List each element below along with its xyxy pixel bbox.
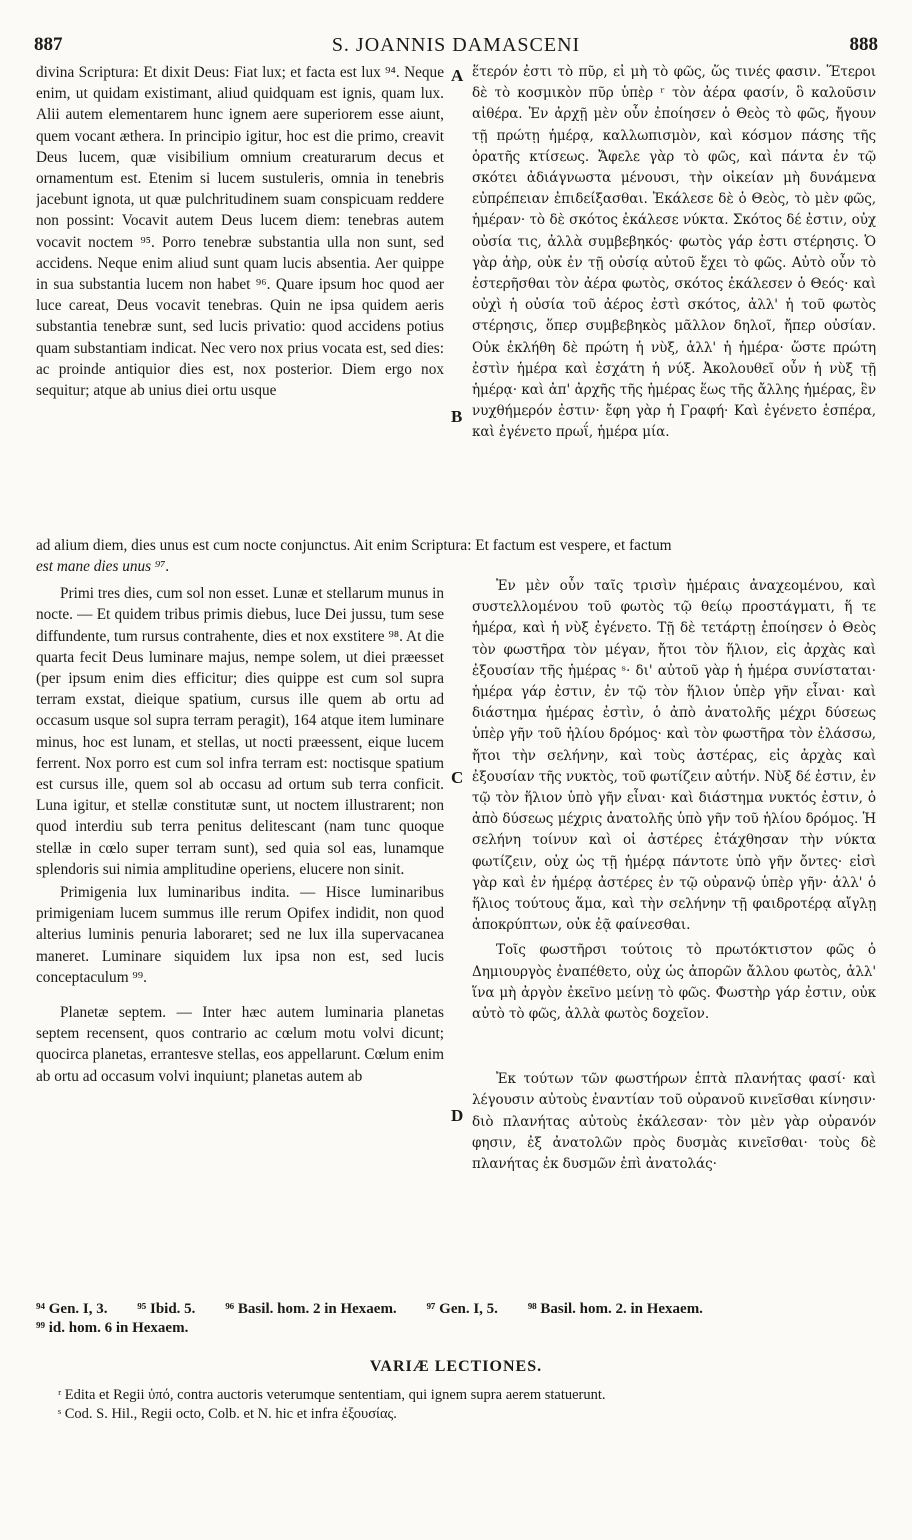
greek-column-top	[472, 62, 876, 532]
variant-reading-r: ʳ Edita et Regii ὑπό, contra auctoris veterumque sententiam, qui ignem supra aerem statuerunt.	[58, 1387, 606, 1403]
right-page-number: 888	[849, 34, 878, 55]
variae-lectiones-heading: VARIÆ LECTIONES.	[369, 1358, 543, 1375]
footnote-96: ⁹⁶ Basil. hom. 2 in Hexaem.	[225, 1301, 397, 1317]
greek-column-bottom	[472, 576, 876, 1286]
running-title: S. JOANNIS DAMASCENI	[331, 34, 581, 56]
page-header	[34, 34, 878, 58]
variae-lectiones	[58, 1386, 878, 1424]
latin-paragraph-3: Primigenia lux luminaribus indita. — Hisce luminaribus primigeniam lucem summus ille rerum Opifex indidit, non quod alterius luminis penuria laboraret; sed ne lux illa supervacanea maneret. Luminare siquidem lux ipsa non est, sed lucis conceptaculum ⁹⁹.	[36, 884, 444, 986]
greek-paragraph-4: Ἐκ τούτων τῶν φωστήρων ἑπτὰ πλανήτας φασί· καὶ λέγουσιν αὐτοὺς ἐναντίαν τοῦ οὐρανοῦ κινεῖσθαι κίνησιν· διὸ πλανήτας αὐτοὺς ἐκάλεσαν· τὸν μὲν γὰρ οὐρανόν φησιν, ἐξ ἀνατολῶν πρὸς δυσμὰς κινεῖσθαι· τοὺς δὲ πλανήτας ἐκ δυσμῶν ἐπὶ ἀνατολάς·	[472, 1071, 876, 1173]
spanning-line: ad alium diem, dies unus est cum nocte conjunctus. Ait enim Scriptura: Et factum est vespere, et factum	[36, 537, 672, 554]
footnote-95: ⁹⁵ Ibid. 5.	[137, 1301, 196, 1317]
left-page-number: 887	[34, 34, 63, 55]
column-marker-d: D	[451, 1106, 464, 1125]
footnotes	[36, 1300, 886, 1338]
footnote-99: ⁹⁹ id. hom. 6 in Hexaem.	[36, 1320, 189, 1336]
footnote-97: ⁹⁷ Gen. I, 5.	[426, 1301, 498, 1317]
latin-mid-tail: est mane dies unus ⁹⁷.	[36, 558, 170, 575]
footnote-94: ⁹⁴ Gen. I, 3.	[36, 1301, 108, 1317]
latin-paragraph-1: divina Scriptura: Et dixit Deus: Fiat lux; et facta est lux ⁹⁴. Neque enim, ut quidam existimant, aliud quidquam est ignis, quam lux. Alii autem elementarem hunc ignem aere superiorem esse aiunt, quem vocant æthera. In principio igitur, hoc est die primo, creavit Deus lucem, quæ visibilium omnium creaturarum decus et ornamentum est. Etenim si lucem sustuleris, omnia in tenebris jacebunt ignota, ut quæ pulchritudinem suam conspicuam reddere non possint: Vocavit autem Deus lucem diem: tenebras autem vocavit noctem ⁹⁵. Porro tenebræ substantia ulla non sunt, sed accidens. Neque enim aliud sunt quam lucis absentia. Aer quippe in sua substantia lucem non habet ⁹⁶. Quare ipsum hoc quod aer luce careat, Deus vocavit tenebras. Quin ne ipsa quidem aeris substantia tenebræ sunt, sed lucis privatio: quod accidens potius quam substantiam indicat. Nec vero nox prius vocata est, sed dies: ac proinde antiquior dies est, nox posterior. Diem ergo nox sequitur; atque ab unius diei ortu usque	[36, 64, 444, 400]
column-marker-a: A	[451, 66, 464, 85]
latin-paragraph-2: Primi tres dies, cum sol non esset. Lunæ et stellarum munus in nocte. — Et quidem tribus primis diebus, luce Dei jussu, tum sese diffundente, tum rursus contrahente, dies et nox exstitere ⁹⁸. At die quarta fecit Deus luminare majus, nempe solem, ut diei præesset (per ipsum enim dies efficitur; dies quippe est cum sol supra terram exstat, dieique spatium, cursus ille quem ab ortu ad occasum usque sol supra terram peragit), 164 atque item luminare minus, hoc est lunam, et stellas, ut nocti præessent, eique lucem ferrent. Nox porro est cum sol infra terram est: noctisque spatium est cursus ille, quem sol ab occasu ad ortum sub terra conficit. Luna igitur, et stellæ constitutæ sunt, ut noctem illustrarent; non quod interdiu sub terra penitus delitescant (nam tunc quoque stellæ in cœlo super terram sunt), sed quia sol eas, lunamque splendoris sui nimia amplitudine operiens, elucere non sinit.	[36, 585, 444, 878]
latin-paragraph-4: Planetæ septem. — Inter hæc autem luminaria planetas septem recensent, quos contrario ac cœlum motu volvi dicunt; quocirca planetas, errantesve stellas, eos appellarunt. Cœlum enim ab ortu ad occasum volvi inquiunt; planetas autem ab	[36, 1004, 444, 1085]
footnote-98: ⁹⁸ Basil. hom. 2. in Hexaem.	[527, 1301, 703, 1317]
column-marker-c: C	[451, 768, 464, 787]
greek-paragraph-3: Τοῖς φωστῆρσι τούτοις τὸ πρωτόκτιστον φῶς ὁ Δημιουργὸς ἐναπέθετο, οὐχ ὡς ἀπορῶν ἄλλου φωτὸς, ἀλλ' ἵνα μὴ ἀργὸν ἐκεῖνο μείνῃ τὸ φῶς. Φωστὴρ γάρ ἐστιν, οὐκ αὐτὸ τὸ φῶς, ἀλλὰ φωτὸς δοχεῖον.	[472, 942, 876, 1023]
variant-reading-s: ˢ Cod. S. Hil., Regii octo, Colb. et N. hic et infra ἐξουσίας.	[58, 1406, 397, 1422]
latin-column-bottom	[36, 556, 444, 1286]
column-marker-b: B	[451, 407, 463, 426]
latin-column-top	[36, 62, 444, 532]
greek-paragraph-2: Ἐν μὲν οὖν ταῖς τρισὶν ἡμέραις ἀναχεομένου, καὶ συστελλομένου τοῦ φωτὸς τῷ θείῳ προστάγματι, ἥ τε ἡμέρα, καὶ ἡ νὺξ ἐγένετο. Τῇ δὲ τετάρτῃ ἐποίησεν ὁ Θεὸς τὸν φωστῆρα τὸν μέγαν, ἤτοι τὸν ἥλιον, εἰς ἀρχὰς καὶ ἐξουσίαν τῆς ἡμέρας ˢ· δι' αὐτοῦ γὰρ ἡ ἡμέρα συνίσταται· ἡμέρα γάρ ἐστιν, ἐν τῷ τὸν ἥλιον ὑπὲρ γῆν εἶναι· καὶ διάστημα ἡμέρας ἐστὶν, ὁ ἀπὸ ἀνατολῆς μέχρι δύσεως ὑπὲρ γῆν τοῦ ἡλίου δρόμος· καὶ τὸν φωστῆρα τὸν ἐλάσσω, ἤτοι τὴν σελήνην, καὶ τοὺς ἀστέρας, εἰς ἀρχὰς καὶ ἐξουσίαν τῆς νυκτὸς, τοῦ φωτίζειν αὐτήν. Νὺξ δέ ἐστιν, ἐν τῷ τὸν ἥλιον ὑπὸ γῆν εἶναι· καὶ διάστημα νυκτός ἐστιν, ὁ ἀπὸ δύσεως μέχρις ἀνατολῆς ὑπὸ γῆν τοῦ ἡλίου δρόμος. Ἡ σελήνη τοίνυν καὶ οἱ ἀστέρες ἐτάχθησαν τὴν νύκτα φωτίζειν, οὐχ ὡς τῇ ἡμέρᾳ πάντοτε ὑπὸ γῆν ὄντες· εἰσὶ γὰρ καὶ ἐν ἡμέρᾳ ἀστέρες ἐν τῷ οὐρανῷ ὑπὲρ γῆν· ἀλλ' ὁ ἥλιος τούτους ἅμα, καὶ τὴν σελήνην τῇ φαιδροτέρᾳ αἴγλῃ ἀποκρύπτων, οὐκ ἐᾷ φαίνεσθαι.	[472, 578, 876, 934]
greek-paragraph-1: ἕτερόν ἐστι τὸ πῦρ, εἰ μὴ τὸ φῶς, ὥς τινές φασιν. Ἕτεροι δὲ τὸ κοσμικὸν πῦρ ὑπὲρ ʳ τὸν ἀέρα φασίν, ὃ καλοῦσιν αἰθέρα. Ἐν ἀρχῇ μὲν οὖν ἐποίησεν ὁ Θεὸς τὸ φῶς, ἤγουν τῇ πρώτῃ ἡμέρᾳ, καλλωπισμὸν, καὶ κόσμον πάσης τῆς ὁρατῆς κτίσεως. Ἄφελε γὰρ τὸ φῶς, καὶ πάντα ἐν τῷ σκότει ἀδιάγνωστα μένουσι, τὴν οἰκείαν μὴ δυνάμενα εὐπρέπειαν ἐπιδείξασθαι. Ἐκάλεσε δὲ ὁ Θεὸς, τὸ μὲν φῶς, ἡμέραν· τὸ δὲ σκότος ἐκάλεσε νύκτα. Σκότος δέ ἐστιν, οὐχ οὐσία τις, ἀλλὰ συμβεβηκός· φωτὸς γάρ ἐστι στέρησις. Ὁ γὰρ ἀὴρ, οὐκ ἐν τῇ οὐσίᾳ αὐτοῦ ἔχει τὸ φῶς. Αὐτὸ οὖν τὸ ἐστερῆσθαι τὸν ἀέρα φωτὸς, σκότος ἐκάλεσεν ὁ Θεός· καὶ οὐχὶ ἡ οὐσία τοῦ ἀέρος ἐστὶ σκότος, ἀλλ' ἡ τοῦ φωτὸς στέρησις, ὅπερ συμβεβηκὸς μᾶλλον δηλοῖ, ἤπερ οὐσίαν. Οὐκ ἐκλήθη δὲ πρώτη ἡ νὺξ, ἀλλ' ἡ ἡμέρα· ὥστε πρώτη ἐστὶν ἡμέρα καὶ ἐσχάτη ἡ νύξ. Ἀκολουθεῖ οὖν ἡ νὺξ τῇ ἡμέρᾳ· καὶ ἀπ' ἀρχῆς τῆς ἡμέρας ἕως τῆς ἄλλης ἡμέρας, ἓν νυχθήμερόν ἐστιν· ἔφη γὰρ ἡ Γραφή· Καὶ ἐγένετο ἑσπέρα, καὶ ἐγένετο πρωΐ, ἡμέρα μία.	[472, 64, 876, 441]
